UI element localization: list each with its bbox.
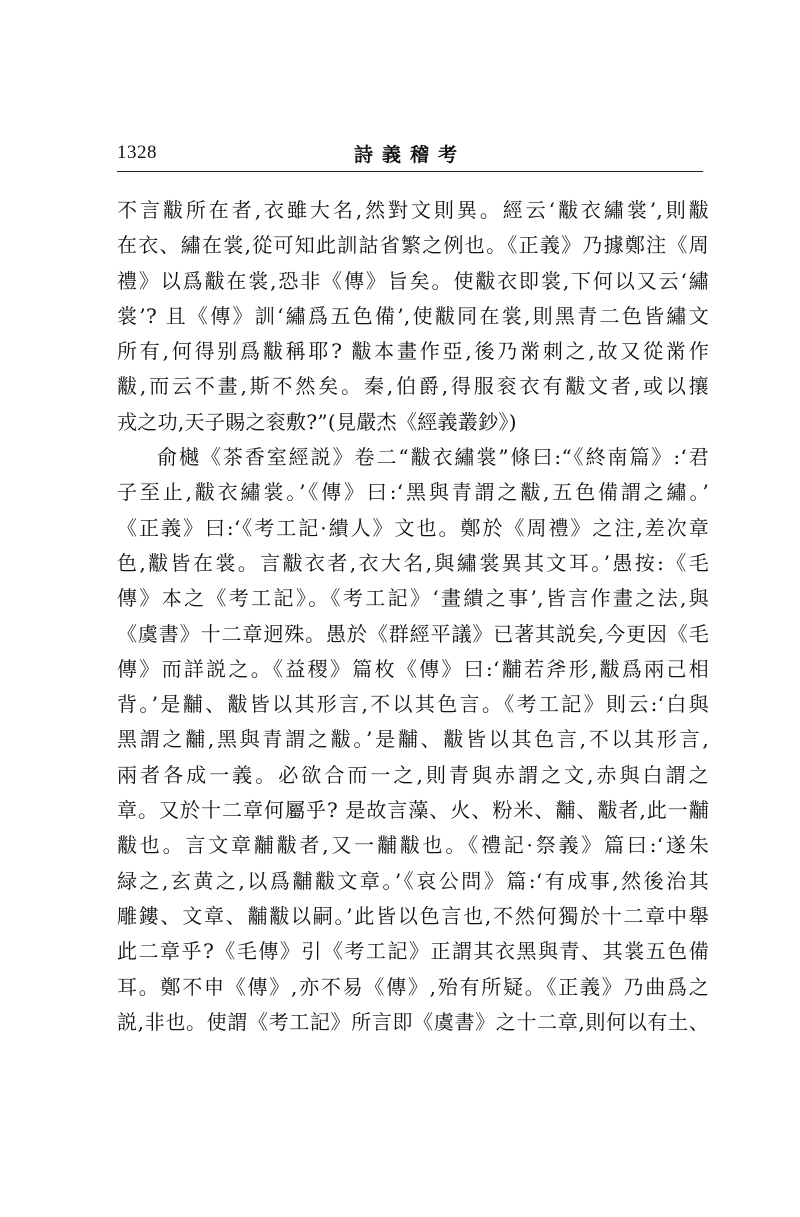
text-line: 禮》以爲黻在裳,恐非《傳》旨矣。使黻衣即裳,下何以又云‘繡 <box>117 268 709 293</box>
text-line: 黻,而云不畫,斯不然矣。秦,伯爵,得服衮衣有黻文者,或以攘 <box>117 374 709 399</box>
text-line: 所有,何得别爲黻稱耶? 黻本畫作亞,後乃黹刺之,故又從黹作 <box>117 339 709 364</box>
text-line: 俞樾《茶香室經説》卷二“黻衣繡裳”條曰:“《終南篇》:‘君 <box>157 445 709 470</box>
text-line: 色,黻皆在裳。言黻衣者,衣大名,與繡裳異其文耳。’愚按:《毛 <box>117 550 709 575</box>
text-line: 緑之,玄黄之,以爲黼黻文章。’《哀公問》篇:‘有成事,然後治其 <box>117 868 709 893</box>
text-line: 雕鏤、文章、黼黻以嗣。’此皆以色言也,不然何獨於十二章中舉 <box>117 903 709 928</box>
text-line: 裳’? 且《傳》訓‘繡爲五色備’,使黻同在裳,則黑青二色皆繡文 <box>117 303 709 328</box>
text-line: 黑謂之黼,黑與青謂之黻。’是黼、黻皆以其色言,不以其形言, <box>117 727 709 752</box>
text-line: 説,非也。使謂《考工記》所言即《虞書》之十二章,則何以有土、 <box>117 1009 709 1034</box>
text-line: 兩者各成一義。必欲合而一之,則青與赤謂之文,赤與白謂之 <box>117 762 709 787</box>
text-line: 不言黻所在者,衣雖大名,然對文則異。經云‘黻衣繡裳’,則黻 <box>117 198 709 222</box>
text-line: 背。’是黼、黻皆以其形言,不以其色言。《考工記》則云:‘白與 <box>117 692 709 717</box>
text-line: 章。又於十二章何屬乎? 是故言藻、火、粉米、黼、黻者,此一黼 <box>117 798 709 823</box>
text-line: 《正義》曰:‘《考工記·繢人》文也。鄭於《周禮》之注,差次章 <box>117 515 709 540</box>
text-line: 子至止,黻衣繡裳。’《傳》曰:‘黑與青謂之黻,五色備謂之繡。’ <box>117 480 709 505</box>
page-number: 1328 <box>117 142 157 163</box>
text-line: 傳》而詳説之。《益稷》篇枚《傳》曰:‘黼若斧形,黻爲兩己相 <box>117 656 709 681</box>
text-line: 在衣、繡在裳,從可知此訓詁省繁之例也。《正義》乃據鄭注《周 <box>117 233 709 258</box>
text-line: 耳。鄭不申《傳》,亦不易《傳》,殆有所疑。《正義》乃曲爲之 <box>117 974 709 999</box>
text-line: 《虞書》十二章迥殊。愚於《群經平議》已著其説矣,今更因《毛 <box>117 621 709 646</box>
text-line: 傳》本之《考工記》。《考工記》‘畫繢之事’,皆言作畫之法,與 <box>117 586 709 611</box>
text-line: 戎之功,天子賜之衮敷?”(見嚴杰《經義叢鈔》) <box>117 409 517 434</box>
page-header <box>117 138 703 170</box>
header-rule <box>117 171 703 172</box>
text-line: 此二章乎?《毛傳》引《考工記》正謂其衣黑與青、其裳五色備 <box>117 939 709 964</box>
body-text <box>117 193 709 1040</box>
text-line: 黻也。言文章黼黻者,又一黼黻也。《禮記·祭義》篇曰:‘遂朱 <box>117 833 709 858</box>
running-title: 詩義稽考 <box>353 144 466 166</box>
